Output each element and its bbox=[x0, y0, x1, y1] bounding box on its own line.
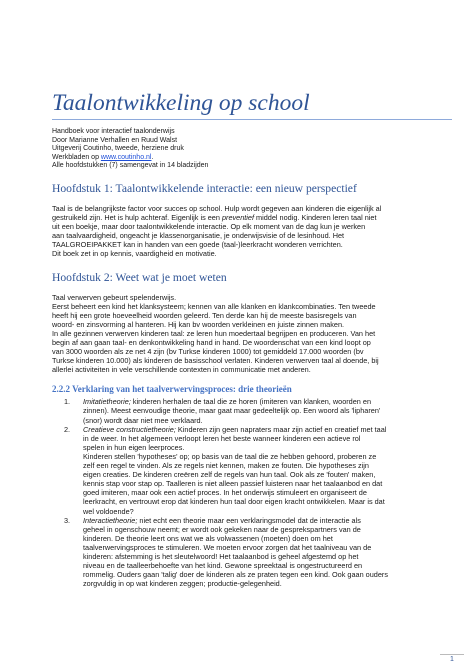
paragraph-line: Taal is de belangrijkste factor voor succes op school. Hulp wordt gegeven aan kinderen die eigenlijk al bbox=[52, 203, 382, 213]
text-run: gestruikeld zijn. Het is hulp achteraf. Eigenlijk is een bbox=[52, 213, 222, 223]
paragraph-line: Taal verwerven gebeurt spelenderwijs. bbox=[52, 292, 177, 302]
text-run: kinderen herhalen de taal die ze horen (imiteren van klanken, woorden en bbox=[130, 397, 371, 407]
list-number: 2. bbox=[64, 424, 71, 434]
theory-name: Interactietheorie; bbox=[83, 515, 138, 525]
text-run: Kinderen zijn geen napraters maar zijn actief en creatief met taal bbox=[175, 424, 387, 434]
list-line: zorgvuldig in op wat kinderen zeggen; productie-gelegenheid. bbox=[83, 579, 282, 589]
list-line: spelen in hun eigen leerproces. bbox=[83, 442, 185, 452]
werkbladen-suffix: . bbox=[151, 153, 154, 161]
meta-line: Alle hoofdstukken (7) samengevat in 14 bladzijden bbox=[52, 162, 209, 170]
paragraph-line: woord- en zinsvorming al hanteren. Hij kan bv woorden verkleinen en juiste zinnen maken. bbox=[52, 319, 345, 329]
paragraph-line: van 3000 woorden als ze net 4 zijn (bv Turkse kinderen 1000) tot gemiddeld 17.000 woorden (bv bbox=[52, 347, 364, 357]
paragraph-line: aan taalvaardigheid, ongeacht je klassenorganisatie, je onderwijsvisie of de lesinhoud. Het bbox=[52, 231, 345, 241]
list-line: zinnen). Meest eenvoudige theorie, maar gaat maar gedeeltelijk op. Een woord als 'lipharen' bbox=[83, 406, 381, 416]
list-line bbox=[52, 516, 452, 525]
text-run: middel nodig. Kinderen leren taal niet bbox=[254, 213, 377, 223]
list-line: geheel in ogenschouw neemt; er wordt ook gekeken naar de gesprekspartners van de bbox=[83, 524, 361, 534]
paragraph-line: In alle gezinnen verwerven kinderen taal: ze leren hun moedertaal begrijpen en produceren. Van het bbox=[52, 328, 376, 338]
page-content bbox=[52, 90, 452, 588]
list-line: Kinderen stellen 'hypotheses' op; op basis van de taal die ze hebben gehoord, proberen ze bbox=[83, 451, 377, 461]
meta-line: Door Marianne Verhallen en Ruud Walst bbox=[52, 136, 178, 144]
document-title: Taalontwikkeling op school bbox=[52, 90, 452, 120]
werkbladen-prefix: Werkbladen op bbox=[52, 153, 101, 161]
list-number: 3. bbox=[64, 515, 71, 525]
chapter-1-heading: Hoofdstuk 1: Taalontwikkelende interactie: een nieuw perspectief bbox=[52, 181, 357, 195]
paragraph-line: allerlei activiteiten in vele verschillende contexten in communicatie met anderen. bbox=[52, 365, 311, 375]
meta-werkbladen bbox=[52, 154, 452, 163]
list-item bbox=[52, 397, 452, 424]
list-line bbox=[52, 397, 452, 406]
text-run: niet echt een theorie maar een verklaringsmodel dat de interactie als bbox=[137, 515, 361, 525]
chapter-1-body bbox=[52, 204, 452, 259]
list-line: (snor) wordt daar niet mee verklaard. bbox=[83, 415, 203, 425]
theory-list bbox=[52, 397, 452, 588]
list-item bbox=[52, 516, 452, 589]
list-line: niveau en de taalleerbehoefte van het kind. Gewone spreektaal is ongestructureerd en bbox=[83, 561, 363, 571]
list-line: kinderen: afstemming is het sleutelwoord! Het taalaanbod is geheel afgestemd op het bbox=[83, 551, 359, 561]
list-line: eigen creaties. De kinderen creëren zelf de regels van hun taal. Ook als ze 'fouten' maken, bbox=[83, 470, 376, 480]
list-line bbox=[52, 425, 452, 434]
list-number: 1. bbox=[64, 397, 71, 407]
chapter-2-heading: Hoofdstuk 2: Weet wat je moet weten bbox=[52, 270, 227, 284]
page-number: 1 bbox=[450, 656, 454, 663]
theory-name: Creatieve constructietheorie; bbox=[83, 424, 176, 434]
footer-rule bbox=[440, 654, 464, 655]
paragraph-line: Eerst beheert een kind het klanksysteem; kennen van alle klanken en klankcombinaties. Ten tweede bbox=[52, 301, 376, 311]
chapter-2-body bbox=[52, 293, 452, 375]
paragraph-line: Dit boek zet in op kennis, vaardigheid en motivatie. bbox=[52, 249, 217, 259]
list-line: in de weer. In het algemeen verloopt leren het beste wanneer kinderen een actieve rol bbox=[83, 433, 361, 443]
document-meta bbox=[52, 128, 452, 171]
paragraph-line: uit een boekje, maar door taalontwikkelende interactie. Op elk moment van de dag kun je werken bbox=[52, 222, 366, 232]
paragraph-line: Turkse kinderen 10.000) als kinderen de basisschool verlaten. Kinderen verwerven taal al doende, bij bbox=[52, 356, 379, 366]
section-2-2-2-heading: 2.2.2 Verklaring van het taalverwervingsproces: drie theorieën bbox=[52, 384, 292, 395]
paragraph-line: TAALGROEIPAKKET kan in handen van een goede (taal-)leerkracht wonderen verrichten. bbox=[52, 240, 343, 250]
theory-name: Imitatietheorie; bbox=[83, 397, 131, 407]
list-line: leerkracht, en vertrouwt erop dat kinderen hun taal door eigen kracht ontwikkelen. Maar is dat bbox=[83, 497, 385, 507]
meta-line: Uitgeverij Coutinho, tweede, herziene druk bbox=[52, 145, 184, 153]
list-line: kennis stap voor stap op. Taalleren is niet alleen passief luisteren naar het taalaanbod en dat bbox=[83, 479, 383, 489]
meta-line: Handboek voor interactief taalonderwijs bbox=[52, 128, 175, 135]
emphasis-preventief: preventief bbox=[221, 213, 254, 223]
list-line: kinderen. De theorie leert ons wat we als volwassenen (moeten) doen om het bbox=[83, 533, 333, 543]
paragraph-line: begin af aan gaan taal- en denkontwikkeling hand in hand. De woordenschat van een kind loopt op bbox=[52, 338, 371, 347]
list-line: wel voldoende? bbox=[83, 506, 134, 516]
list-line: rommelig. Ouders gaan 'talig' doer de kinderen als ze praten tegen een kind. Ook gaan ouders bbox=[83, 570, 388, 580]
coutinho-link[interactable]: www.coutinho.nl bbox=[100, 153, 152, 161]
list-line: goed imiteren, maar ook een actief proces. In het onderwijs stimuleert en organiseert de bbox=[83, 488, 367, 498]
list-line: zelf een regel te vinden. Als ze regels niet kennen, maken ze fouten. Die hypotheses zijn bbox=[83, 461, 369, 471]
paragraph-line: heeft hij een grote hoeveelheid woorden geleerd. Ten derde kan hij de meeste basisregels van bbox=[52, 310, 357, 320]
list-line: taalverwervingsproces te stimuleren. We moeten ervoor zorgen dat het taalniveau van de bbox=[83, 542, 372, 552]
paragraph-line bbox=[52, 213, 452, 222]
list-item bbox=[52, 425, 452, 516]
